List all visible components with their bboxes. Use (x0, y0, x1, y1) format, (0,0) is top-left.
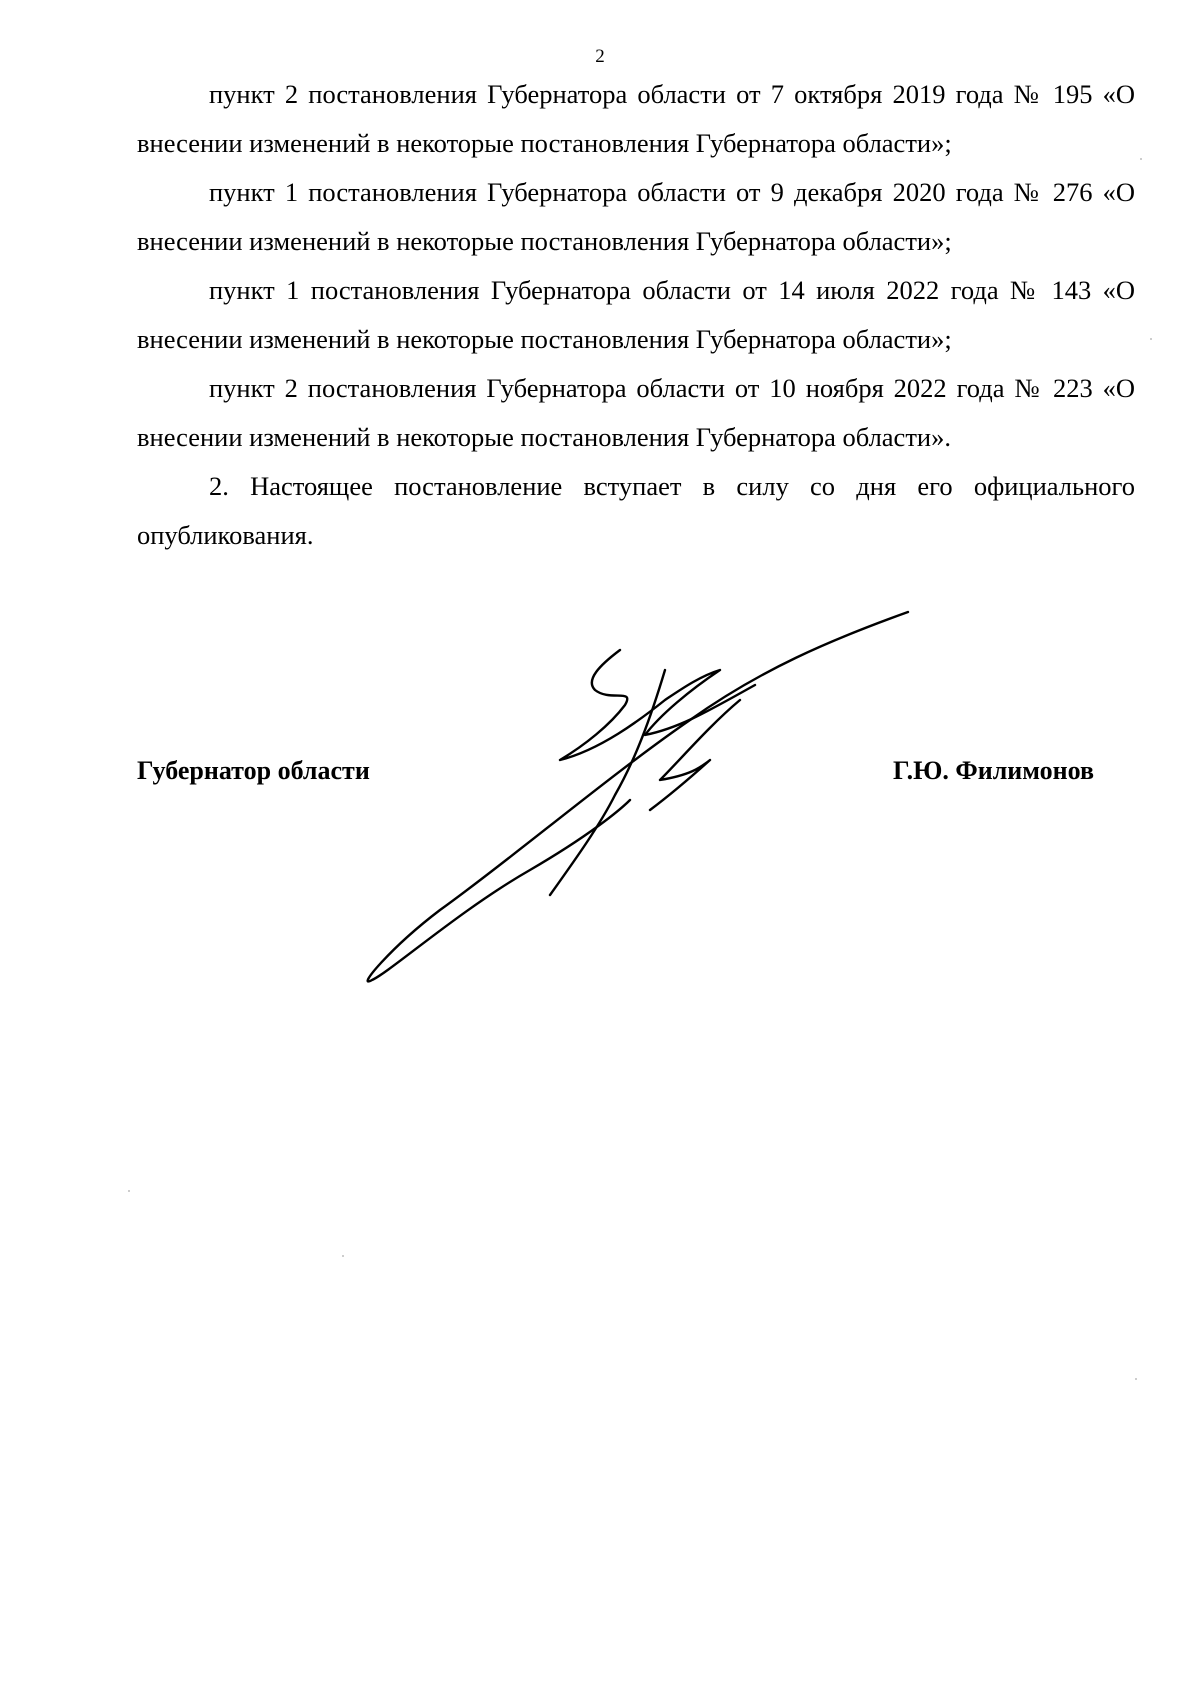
paragraph-entry-into-force: 2. Настоящее постановление вступает в силу со дня его официального опубликования. (137, 471, 1135, 550)
paragraph-amendment-2019: пункт 2 постановления Губернатора области от 7 октября 2019 года № 195 «О внесении изменений в некоторые постановления Губернатора области»; (137, 79, 1135, 158)
document-body (137, 70, 1135, 560)
signatory-position: Губернатор области (137, 756, 370, 785)
paragraph-amendment-2022-november: пункт 2 постановления Губернатора области от 10 ноября 2022 года № 223 «О внесении изменений в некоторые постановления Губернатора области». (137, 373, 1135, 452)
scan-speck (1135, 1378, 1137, 1380)
scan-speck (1150, 338, 1152, 340)
paragraph-amendment-2020: пункт 1 постановления Губернатора области от 9 декабря 2020 года № 276 «О внесении изменений в некоторые постановления Губернатора области»; (137, 177, 1135, 256)
paragraph-amendment-2022-july: пункт 1 постановления Губернатора области от 14 июля 2022 года № 143 «О внесении изменений в некоторые постановления Губернатора области»; (137, 275, 1135, 354)
signatory-name: Г.Ю. Филимонов (893, 756, 1095, 785)
scan-speck (342, 1255, 344, 1257)
signature-loop-stroke (368, 612, 908, 981)
page-number: 2 (595, 46, 605, 67)
scan-speck (1140, 158, 1142, 160)
handwritten-signature (360, 610, 920, 990)
scan-speck (128, 1190, 130, 1192)
